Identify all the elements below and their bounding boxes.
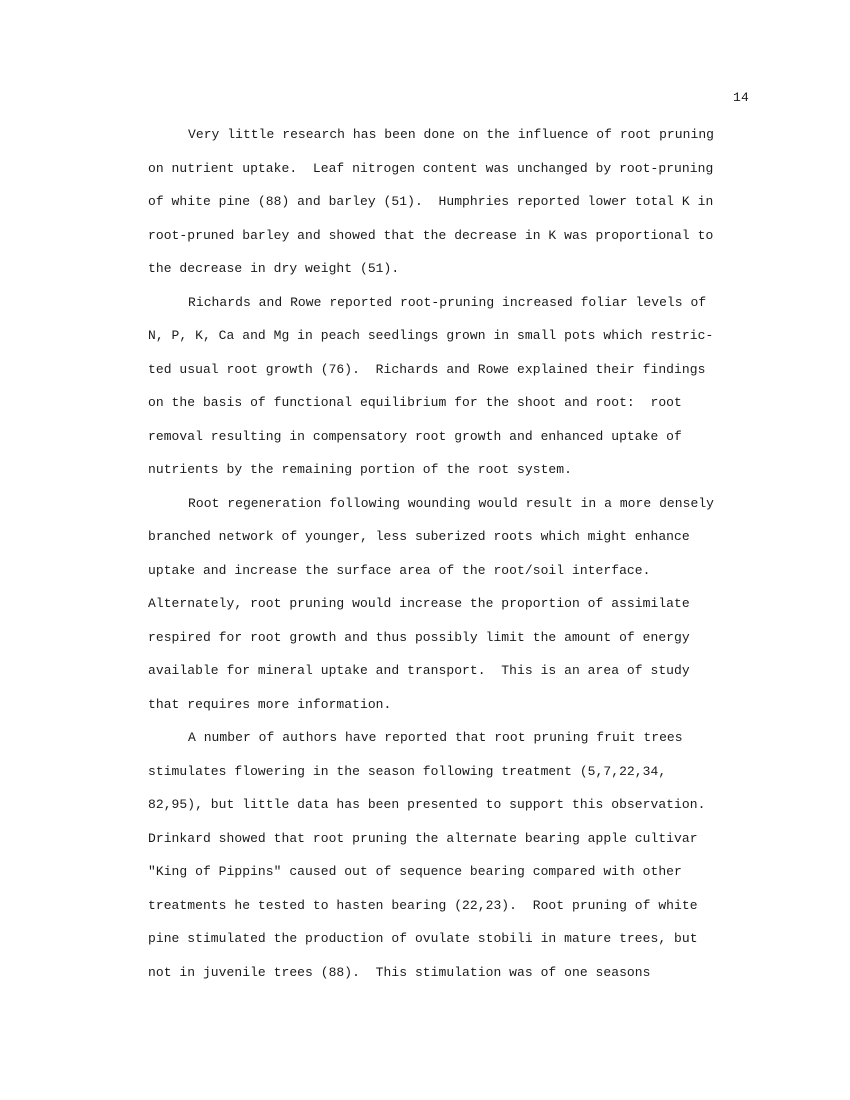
text-line: root-pruned barley and showed that the decrease in K was proportional to xyxy=(148,227,714,243)
text-line: pine stimulated the production of ovulate stobili in mature trees, but xyxy=(148,931,698,946)
page-number: 14 xyxy=(733,90,750,105)
text-line: nutrients by the remaining portion of the root system. xyxy=(148,462,572,477)
text-line: treatments he tested to hasten bearing (22,23). Root pruning of white xyxy=(148,897,698,913)
text-line: Drinkard showed that root pruning the alternate bearing apple cultivar xyxy=(148,830,698,846)
text-line: N, P, K, Ca and Mg in peach seedlings grown in small pots which restric- xyxy=(148,328,714,343)
text-line: "King of Pippins" caused out of sequence bearing compared with other xyxy=(148,864,682,879)
text-line: Root regeneration following wounding would result in a more densely xyxy=(188,495,715,511)
text-line: available for mineral uptake and transport. This is an area of study xyxy=(148,663,690,678)
text-line: 82,95), but little data has been presented to support this observation. xyxy=(148,797,706,812)
text-line: removal resulting in compensatory root growth and enhanced uptake of xyxy=(148,428,682,444)
text-line: A number of authors have reported that root pruning fruit trees xyxy=(188,730,683,745)
text-line: of white pine (88) and barley (51). Humphries reported lower total K in xyxy=(148,194,714,209)
text-line: the decrease in dry weight (51). xyxy=(148,261,400,276)
text-line: respired for root growth and thus possibly limit the amount of energy xyxy=(148,629,690,645)
text-line: Richards and Rowe reported root-pruning increased foliar levels of xyxy=(188,294,707,310)
text-line: on nutrient uptake. Leaf nitrogen content was unchanged by root-pruning xyxy=(148,160,714,176)
text-line: uptake and increase the surface area of the root/soil interface. xyxy=(148,562,651,578)
text-line: that requires more information. xyxy=(148,696,392,712)
text-line: stimulates flowering in the season following treatment (5,7,22,34, xyxy=(148,763,667,779)
text-line: on the basis of functional equilibrium for the shoot and root: root xyxy=(148,395,682,410)
text-line: Alternately, root pruning would increase the proportion of assimilate xyxy=(148,596,690,611)
text-line: ted usual root growth (76). Richards and Rowe explained their findings xyxy=(148,361,706,377)
text-line: Very little research has been done on the influence of root pruning xyxy=(188,127,715,142)
text-line: branched network of younger, less suberized roots which might enhance xyxy=(148,529,690,544)
body-text xyxy=(148,118,768,989)
text-line: not in juvenile trees (88). This stimulation was of one seasons xyxy=(148,964,651,980)
